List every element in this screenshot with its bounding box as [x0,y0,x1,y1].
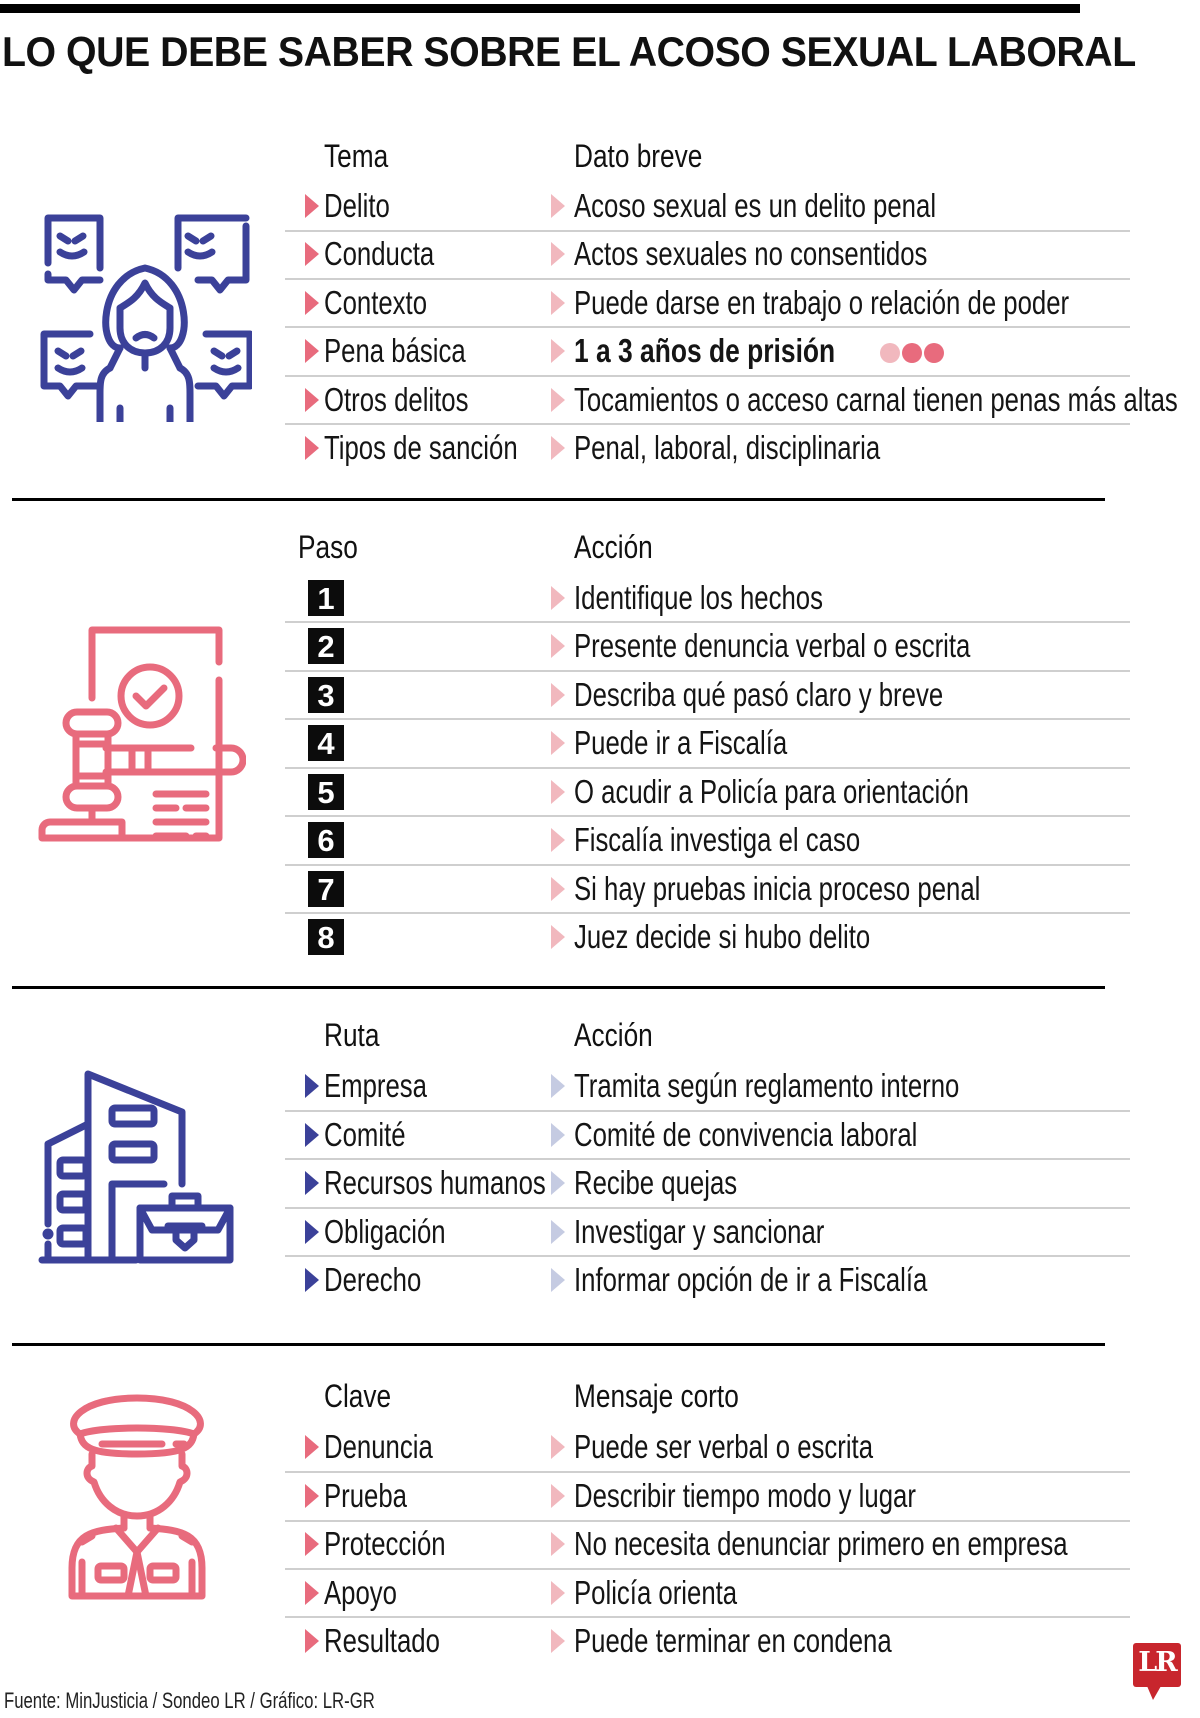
row-value: Puede darse en trabajo o relación de poder [574,284,1070,321]
row-separator [285,718,1130,720]
row-separator [285,1568,1130,1570]
bullet-arrow-icon [551,586,565,610]
row-value: Tocamientos o acceso carnal tienen penas más altas [574,381,1178,418]
table-row [0,331,1200,379]
row-label: Protección [324,1525,446,1562]
severity-dot [924,343,944,363]
row-separator [285,1471,1130,1473]
severity-dot [880,343,900,363]
lr-logo-text: LR [1138,1647,1176,1678]
row-separator [285,278,1130,280]
row-label: Denuncia [324,1428,433,1465]
step-number-badge: 7 [308,871,344,907]
row-value: Fiscalía investiga el caso [574,821,861,858]
bullet-arrow-icon [305,1581,319,1605]
bullet-arrow-icon [551,1268,565,1292]
row-label: Empresa [324,1067,428,1104]
table-row [0,675,1200,723]
row-separator [285,1255,1130,1257]
table-row [0,578,1200,626]
row-value: Tramita según reglamento interno [574,1067,960,1104]
column-header-paso: Paso [298,529,358,565]
bullet-arrow-icon [305,194,319,218]
row-separator [285,1110,1130,1112]
table-row [0,1115,1200,1163]
bullet-arrow-icon [551,1171,565,1195]
bullet-arrow-icon [305,388,319,412]
table-row [0,723,1200,771]
bullet-arrow-icon [551,339,565,363]
table-row [0,234,1200,282]
bullet-arrow-icon [551,1484,565,1508]
bullet-arrow-icon [305,242,319,266]
bullet-arrow-icon [305,1268,319,1292]
row-separator [285,326,1130,328]
table-row [0,1476,1200,1524]
bullet-arrow-icon [551,1629,565,1653]
column-header-tema: Tema [324,138,389,174]
row-value: Actos sexuales no consentidos [574,235,928,272]
row-separator [285,670,1130,672]
bullet-arrow-icon [551,1220,565,1244]
bullet-arrow-icon [551,388,565,412]
row-value: Penal, laboral, disciplinaria [574,429,881,466]
bullet-arrow-icon [551,877,565,901]
row-label: Comité [324,1116,406,1153]
row-label: Conducta [324,235,435,272]
row-separator [285,767,1130,769]
table-row [0,1427,1200,1475]
row-label: Prueba [324,1477,408,1514]
table-row [0,186,1200,234]
table-row [0,917,1200,965]
row-separator [285,815,1130,817]
table-row [0,869,1200,917]
table-row [0,428,1200,476]
table-row [0,626,1200,674]
section-divider [12,986,1105,989]
page-title: LO QUE DEBE SABER SOBRE EL ACOSO SEXUAL LABORAL [2,28,1136,75]
row-label: Pena básica [324,332,466,369]
table-row [0,772,1200,820]
bullet-arrow-icon [551,436,565,460]
table-row [0,1260,1200,1308]
row-separator [285,864,1130,866]
step-number-badge: 3 [308,677,344,713]
column-header-accion: Acción [574,1017,653,1053]
bullet-arrow-icon [305,436,319,460]
row-separator [285,1520,1130,1522]
severity-dots [880,343,946,363]
table-row [0,1212,1200,1260]
row-value: Investigar y sancionar [574,1213,825,1250]
row-label: Obligación [324,1213,446,1250]
row-value: Describa qué pasó claro y breve [574,676,944,713]
column-header-accion: Acción [574,529,653,565]
bullet-arrow-icon [551,1435,565,1459]
row-value: Presente denuncia verbal o escrita [574,627,971,664]
table-row [0,1621,1200,1669]
row-value: Identifique los hechos [574,579,824,616]
table-row [0,1524,1200,1572]
bullet-arrow-icon [305,1074,319,1098]
row-separator [285,1207,1130,1209]
table-row [0,380,1200,428]
bullet-arrow-icon [551,194,565,218]
row-separator [285,375,1130,377]
column-header-dato-breve: Dato breve [574,138,703,174]
row-separator [285,912,1130,914]
bullet-arrow-icon [551,925,565,949]
bullet-arrow-icon [551,780,565,804]
bullet-arrow-icon [305,339,319,363]
bullet-arrow-icon [551,828,565,852]
row-label: Contexto [324,284,428,321]
step-number-badge: 1 [308,580,344,616]
row-label: Otros delitos [324,381,469,418]
row-value-highlight: 1 a 3 años de prisión [574,332,836,369]
step-number-badge: 2 [308,628,344,664]
row-separator [285,230,1130,232]
step-number-badge: 6 [308,822,344,858]
row-value: Puede terminar en condena [574,1622,892,1659]
severity-dot [902,343,922,363]
step-number-badge: 4 [308,725,344,761]
bullet-arrow-icon [551,1123,565,1147]
row-value: O acudir a Policía para orientación [574,773,969,810]
bullet-arrow-icon [551,1074,565,1098]
row-label: Tipos de sanción [324,429,518,466]
lr-logo [1133,1643,1181,1687]
row-label: Recursos humanos [324,1164,546,1201]
bullet-arrow-icon [551,1532,565,1556]
row-label: Delito [324,187,390,224]
top-rule [0,4,1080,13]
table-row [0,283,1200,331]
bullet-arrow-icon [551,1581,565,1605]
bullet-arrow-icon [305,1435,319,1459]
row-value: Puede ser verbal o escrita [574,1428,874,1465]
bullet-arrow-icon [305,291,319,315]
bullet-arrow-icon [551,242,565,266]
bullet-arrow-icon [551,683,565,707]
column-header-clave: Clave [324,1378,392,1414]
row-label: Apoyo [324,1574,397,1611]
source-credit: Fuente: MinJusticia / Sondeo LR / Gráfico: LR-GR [4,1688,375,1713]
column-header-ruta: Ruta [324,1017,380,1053]
row-value: Recibe quejas [574,1164,738,1201]
row-value: Comité de convivencia laboral [574,1116,918,1153]
column-header-mensaje-corto: Mensaje corto [574,1378,739,1414]
bullet-arrow-icon [305,1220,319,1244]
table-row [0,1066,1200,1114]
row-value: Puede ir a Fiscalía [574,724,788,761]
bullet-arrow-icon [305,1629,319,1653]
step-number-badge: 8 [308,919,344,955]
bullet-arrow-icon [305,1123,319,1147]
section-divider [12,498,1105,501]
row-value: Informar opción de ir a Fiscalía [574,1261,928,1298]
table-row [0,1163,1200,1211]
bullet-arrow-icon [551,731,565,755]
table-row [0,820,1200,868]
row-value: Si hay pruebas inicia proceso penal [574,870,981,907]
row-label: Derecho [324,1261,422,1298]
bullet-arrow-icon [551,634,565,658]
section-divider [12,1343,1105,1346]
row-label: Resultado [324,1622,440,1659]
bullet-arrow-icon [551,291,565,315]
bullet-arrow-icon [305,1484,319,1508]
step-number-badge: 5 [308,774,344,810]
row-value: Policía orienta [574,1574,738,1611]
row-value: No necesita denunciar primero en empresa [574,1525,1068,1562]
row-separator [285,423,1130,425]
row-value: Describir tiempo modo y lugar [574,1477,916,1514]
row-value: Acoso sexual es un delito penal [574,187,937,224]
bullet-arrow-icon [305,1532,319,1556]
row-separator [285,621,1130,623]
row-value: Juez decide si hubo delito [574,918,871,955]
lr-logo-tail [1147,1686,1161,1700]
row-separator [285,1158,1130,1160]
table-row [0,1573,1200,1621]
row-separator [285,1616,1130,1618]
bullet-arrow-icon [305,1171,319,1195]
